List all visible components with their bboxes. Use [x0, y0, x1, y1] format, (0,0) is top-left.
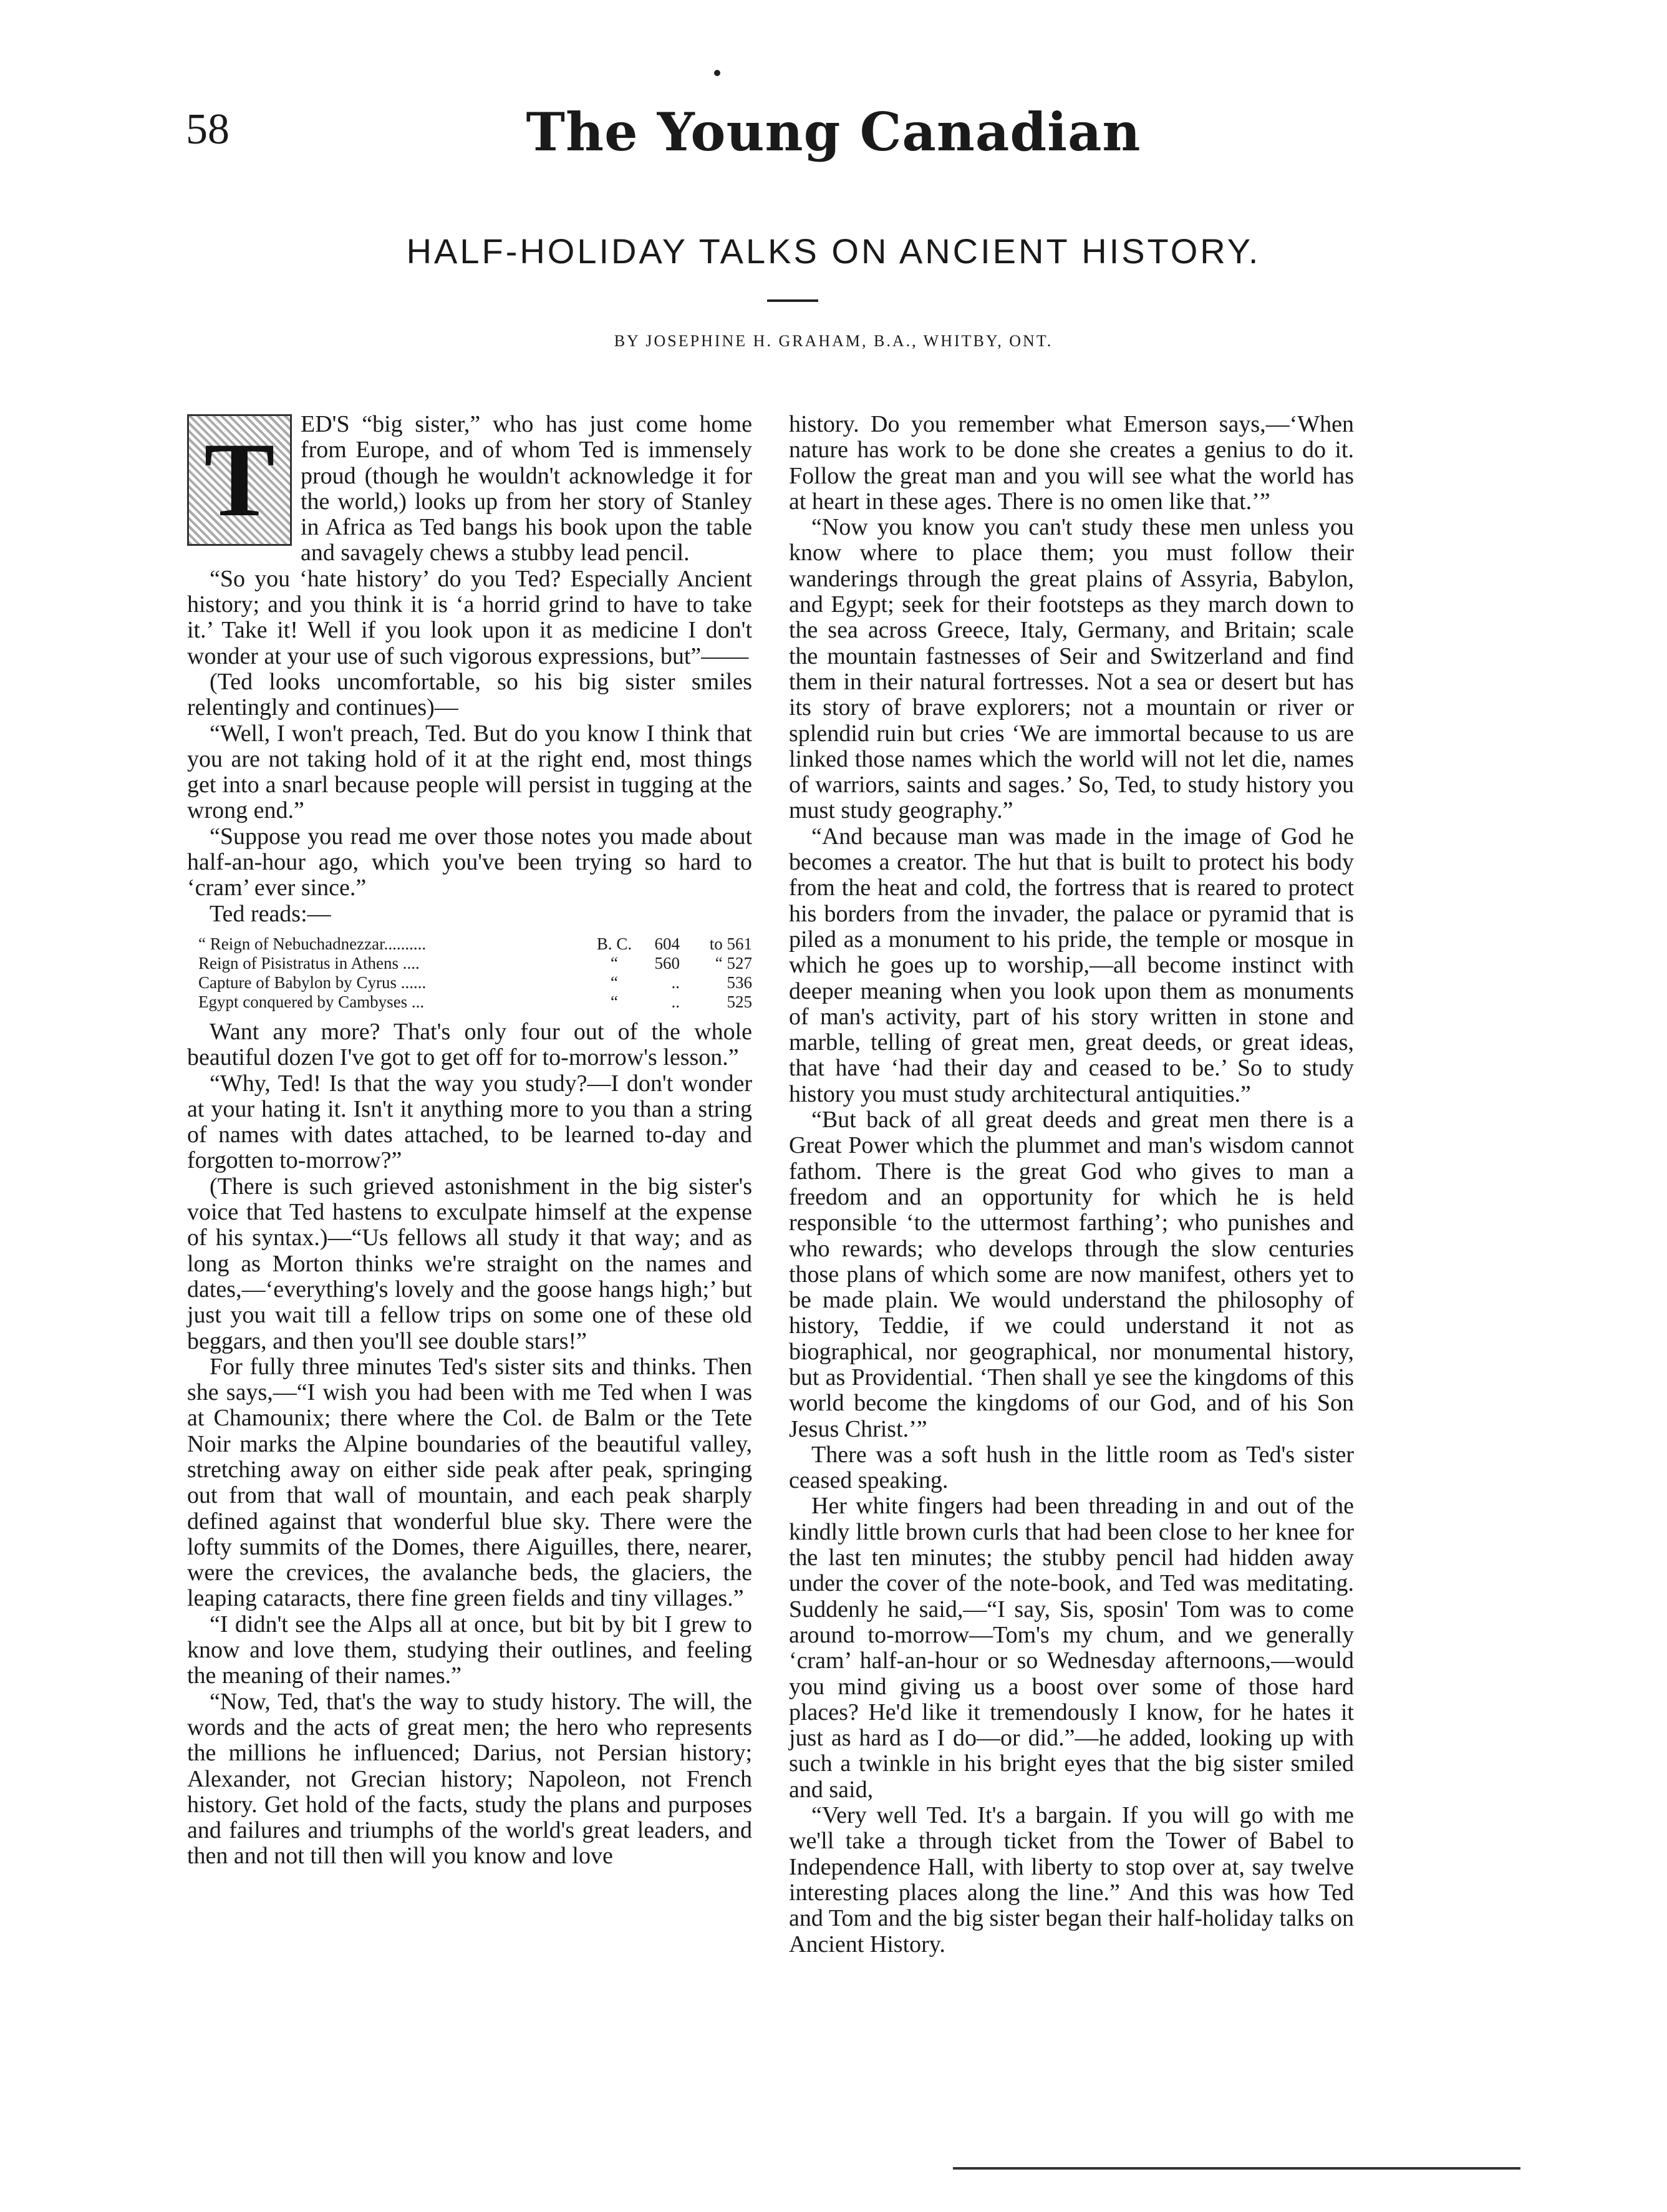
- reign-name: Egypt conquered by Cambyses ...: [198, 992, 425, 1011]
- title-rule: [767, 299, 818, 302]
- paragraph: “So you ‘hate history’ do you Ted? Especially Ancient history; and you think it is ‘a horrid grind to have to take it.’ Take it! Well if you look upon it as medicine I don't wonder at your use of such vigorous expressions, but”——: [187, 565, 752, 669]
- reign-to: “ 527: [715, 953, 752, 973]
- ink-dot: [714, 70, 720, 76]
- paragraph: (Ted looks uncomfortable, so his big sister smiles relentingly and continues)—: [187, 668, 752, 721]
- article-title: HALF-HOLIDAY TALKS ON ANCIENT HISTORY.: [406, 231, 1261, 271]
- paragraph: “Now, Ted, that's the way to study history. The will, the words and the acts of great men; the hero who represents the millions he influenced; Darius, not Persian history; Alexander, not Grecian history; Napoleon, not French history. Get hold of the facts, study the plans and purposes and failures and triumphs of the world's great leaders, and then and not till then will you know and love: [187, 1688, 752, 1870]
- paragraph: ED'S “big sister,” who has just come home from Europe, and of whom Ted is immensely proud (though he wouldn't acknowledge it for the world,) looks up from her story of Stanley in Africa as Ted bangs his book upon the table and savagely chews a stubby lead pencil.: [301, 411, 752, 566]
- paragraph: There was a soft hush in the little room as Ted's sister ceased speaking.: [789, 1441, 1354, 1494]
- paragraph: Her white fingers had been threading in and out of the kindly little brown curls that had been close to her knee for the last ten minutes; the stubby pencil had hidden away under the cover of the note-book, and Ted was meditating. Suddenly he said,—“I say, Sis, sposin' Tom was to come around to-morrow—Tom's my chum, and we generally ‘cram’ half-an-hour or so Wednesday afternoons,—would you mind giving us a boost over some of those hard places? He'd like it tremendously I know, for he hates it just as hard as I do—or did.”—he added, looking up with such a twinkle in his bright eyes that the big sister smiled and said,: [789, 1493, 1354, 1803]
- reign-from: 560: [654, 953, 680, 973]
- reign-name: “ Reign of Nebuchadnezzar..........: [198, 934, 427, 953]
- paragraph: Ted reads:—: [210, 900, 331, 927]
- paragraph: “But back of all great deeds and great men there is a Great Power which the plummet and man's wisdom cannot fathom. There is the great God who gives to man a freedom and an opportunity for which he is held responsible ‘to the uttermost farthing’; who punishes and who rewards; who develops through the slow centuries those plans of which some are now manifest, others yet to be made plain. We would understand the philosophy of history, Teddie, if we could understand it not as biographical, nor geographical, nor monumental history, but as Providential. ‘Then shall ye see the kingdoms of this world become the kingdoms of our God, and of his Son Jesus Christ.’”: [789, 1107, 1354, 1442]
- reign-era: “: [611, 953, 618, 973]
- reign-name: Reign of Pisistratus in Athens ....: [198, 953, 420, 973]
- paragraph: “Now you know you can't study these men unless you know where to place them; you must follow their wanderings through the great plains of Assyria, Babylon, and Egypt; seek for their footsteps as they march down to the sea across Greece, Italy, Germany, and Britain; scale the mountain fastnesses of Seir and Switzerland and find them in their natural fortresses. Not a sea or desert but has its story of brave explorers; not a mountain or river or splendid ruin but cries ‘We are immortal because to us are linked those names which the world will not let die, names of warriors, saints and sages.’ So, Ted, to study history you must study geography.”: [789, 514, 1354, 824]
- left-column: [187, 412, 752, 1870]
- paragraph: “I didn't see the Alps all at once, but bit by bit I grew to know and love them, studying their outlines, and feeling the meaning of their names.”: [187, 1611, 752, 1689]
- reign-from: 604: [654, 934, 680, 953]
- paragraph: “Suppose you read me over those notes you made about half-an-hour ago, which you've been trying so hard to ‘cram’ ever since.”: [187, 823, 752, 901]
- right-column: [789, 412, 1354, 1957]
- paragraph: (There is such grieved astonishment in the big sister's voice that Ted hastens to exculpate himself at the expense of his syntax.)—“Us fellows all study it that way; and as long as Morton thinks we're straight on the names and dates,—‘everything's lovely and the goose hangs high;’ but just you wait till a fellow trips on some one of these old beggars, and then you'll see double stars!”: [187, 1173, 752, 1354]
- reign-era: “: [611, 992, 618, 1011]
- reign-to: 536: [727, 973, 752, 992]
- reign-to: to 561: [709, 934, 752, 953]
- dropcap-letter: T: [189, 416, 290, 544]
- table-row: [187, 973, 752, 992]
- paragraph: “Very well Ted. It's a bargain. If you will go with me we'll take a through ticket from the Tower of Babel to Independence Hall, with liberty to stop over at, say twelve interesting places along the line.” And this was how Ted and Tom and the big sister began their half-holiday talks on Ancient History.: [789, 1802, 1354, 1957]
- reign-name: Capture of Babylon by Cyrus ......: [198, 973, 427, 992]
- table-row: [187, 992, 752, 1012]
- bottom-rule: [953, 2167, 1520, 2170]
- reigns-table: [187, 934, 752, 1012]
- paragraph: “Well, I won't preach, Ted. But do you know I think that you are not taking hold of it at the right end, most things get into a snarl because people will persist in tugging at the wrong end.”: [187, 720, 752, 824]
- paragraph: “And because man was made in the image of God he becomes a creator. The hut that is built to protect his body from the heat and cold, the fortress that is reared to protect his borders from the invader, the palace or pyramid that is piled as a monument to his pride, the temple or mosque in which he goes up to worship,—all become instinct with deeper meaning when you look upon them as monuments of man's activity, part of his story written in stone and marble, telling of great men, great deeds, or great ideas, that have ‘had their day and ceased to be.’ So to study history you must study architectural antiquities.”: [789, 823, 1354, 1107]
- ornamental-dropcap: [187, 414, 292, 546]
- paragraph: history. Do you remember what Emerson says,—‘When nature has work to be done she creates a genius to do it. Follow the great man and you will see what the world has at heart in these ages. There is no omen like that.’”: [789, 411, 1354, 515]
- table-row: [187, 954, 752, 973]
- paragraph: Want any more? That's only four out of the whole beautiful dozen I've got to get off for to-morrow's lesson.”: [187, 1018, 752, 1071]
- byline: BY JOSEPHINE H. GRAHAM, B.A., WHITBY, ONT.: [614, 332, 1053, 350]
- reign-to: 525: [727, 992, 752, 1011]
- reign-from: ..: [671, 992, 680, 1011]
- masthead: The Young Canadian: [526, 101, 1141, 163]
- page-number: 58: [186, 105, 230, 153]
- reign-era: “: [611, 973, 618, 992]
- paragraph: For fully three minutes Ted's sister sits and thinks. Then she says,—“I wish you had been with me Ted when I was at Chamounix; there where the Col. de Balm or the Tete Noir marks the Alpine boundaries of the beautiful valley, stretching away on either side peak after peak, springing out from that wall of mountain, and each peak sharply defined against that wonderful blue sky. There were the lofty summits of the Domes, there Aiguilles, there, nearer, were the crevices, the avalanche beds, the glaciers, the leaping cataracts, there fine green fields and tiny villages.”: [187, 1353, 752, 1612]
- paragraph: “Why, Ted! Is that the way you study?—I don't wonder at your hating it. Isn't it anything more to you than a string of names with dates attached, to be learned to-day and forgotten to-morrow?”: [187, 1070, 752, 1174]
- reign-era: B. C.: [596, 934, 632, 953]
- reign-from: ..: [671, 973, 680, 992]
- table-row: [187, 934, 752, 954]
